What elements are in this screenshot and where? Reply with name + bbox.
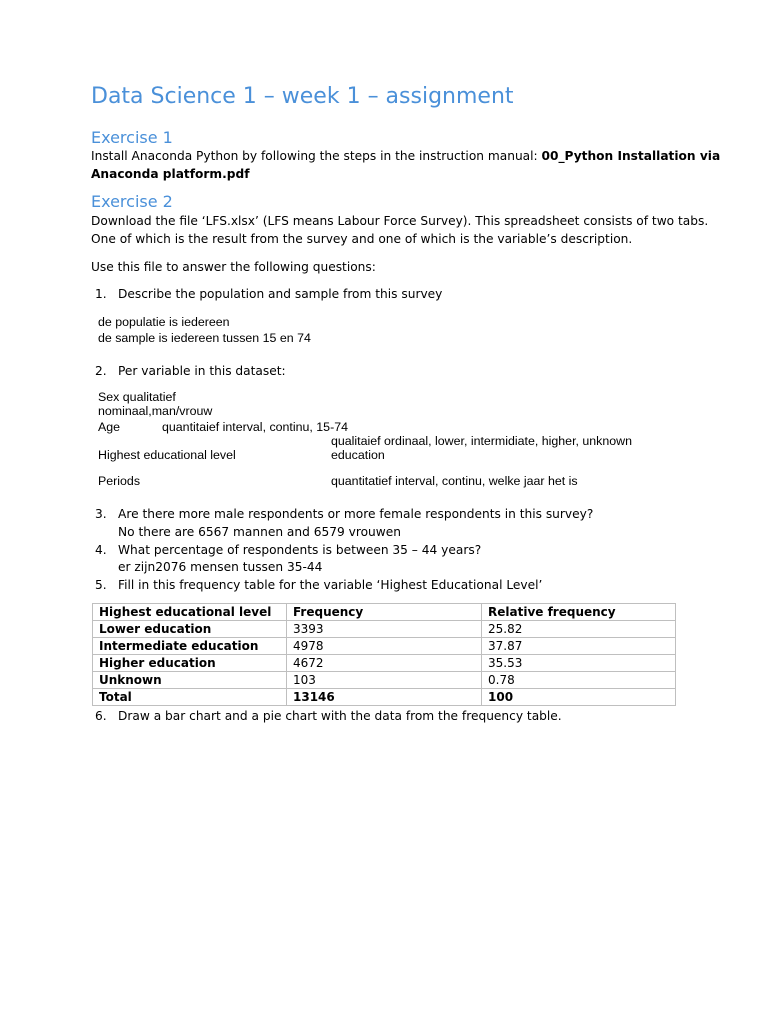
question-5-number: 5. [95,578,107,592]
table-cell: Higher education [93,655,287,672]
exercise-2-instruction: Use this file to answer the following questions: [91,260,376,274]
variable-sex-line-1: Sex qualitatief [98,390,176,404]
question-3-number: 3. [95,507,107,521]
variable-education-label: Highest educational level [98,448,236,462]
table-cell: 35.53 [482,655,676,672]
frequency-table [92,603,676,706]
variable-education-value-line-2: education [331,448,385,462]
table-row [93,655,676,672]
variable-periods-label: Periods [98,474,141,488]
question-3-text: Are there more male respondents or more female respondents in this survey? [118,507,594,521]
variable-age-value: quantitaief interval, continu, 15-74 [162,420,348,434]
question-6-number: 6. [95,709,107,723]
question-5-text: Fill in this frequency table for the variable ‘Highest Educational Level’ [118,578,543,592]
table-cell: 4978 [287,638,482,655]
question-3-answer: No there are 6567 mannen and 6579 vrouwen [118,525,401,539]
exercise-2-heading: Exercise 2 [91,192,173,211]
question-1-text: Describe the population and sample from this survey [118,287,443,301]
variable-education-value-line-1: qualitaief ordinaal, lower, intermidiate, higher, unknown [331,434,632,448]
question-1-number: 1. [95,287,107,301]
table-cell: 13146 [287,689,482,706]
exercise-1-text [91,147,720,165]
exercise-2-intro-line-2: One of which is the result from the survey and one of which is the variable’s description. [91,232,633,246]
table-row [93,621,676,638]
table-cell: Intermediate education [93,638,287,655]
table-cell: Total [93,689,287,706]
variable-age-label: Age [98,420,121,434]
page-title: Data Science 1 – week 1 – assignment [91,84,514,109]
question-2-text: Per variable in this dataset: [118,364,286,378]
question-6-text: Draw a bar chart and a pie chart with the data from the frequency table. [118,709,562,723]
table-header-cell: Relative frequency [482,604,676,621]
question-4-answer: er zijn2076 mensen tussen 35-44 [118,560,323,574]
table-header-cell: Highest educational level [93,604,287,621]
question-1-answer-line-2: de sample is iedereen tussen 15 en 74 [98,331,311,345]
question-1-answer-line-1: de populatie is iedereen [98,315,230,329]
question-4-text: What percentage of respondents is between 35 – 44 years? [118,543,482,557]
table-cell: 4672 [287,655,482,672]
table-cell: 37.87 [482,638,676,655]
variable-periods-value: quantitatief interval, continu, welke jaar het is [331,474,578,488]
variable-sex-line-2: nominaal,man/vrouw [98,404,213,418]
exercise-1-instruction: Install Anaconda Python by following the steps in the instruction manual: [91,149,538,163]
exercise-1-file-name-cont: Anaconda platform.pdf [91,167,250,181]
exercise-2-intro-line-1: Download the file ‘LFS.xlsx’ (LFS means Labour Force Survey). This spreadsheet consists of two tabs. [91,214,709,228]
table-cell: 0.78 [482,672,676,689]
table-cell: 25.82 [482,621,676,638]
table-cell: 103 [287,672,482,689]
exercise-1-heading: Exercise 1 [91,128,173,147]
table-row [93,672,676,689]
table-cell: Unknown [93,672,287,689]
table-cell: Lower education [93,621,287,638]
question-2-number: 2. [95,364,107,378]
table-total-row [93,689,676,706]
question-4-number: 4. [95,543,107,557]
exercise-1-file-name: 00_Python Installation via [541,149,721,163]
table-row [93,638,676,655]
table-cell: 3393 [287,621,482,638]
table-header-cell: Frequency [287,604,482,621]
table-header-row [93,604,676,621]
table-cell: 100 [482,689,676,706]
